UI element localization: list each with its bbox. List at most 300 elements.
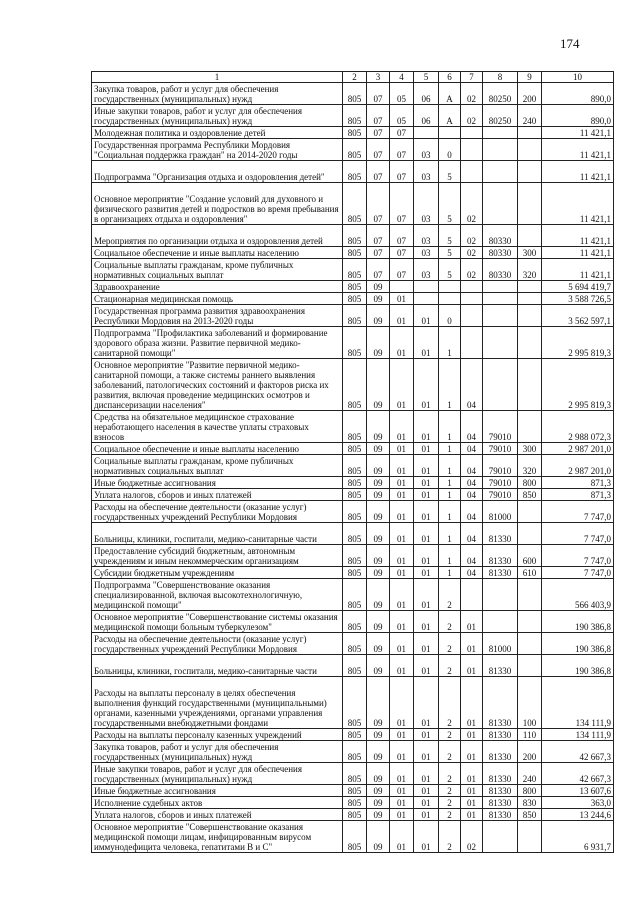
row-code <box>461 327 483 359</box>
row-code: 600 <box>518 545 542 567</box>
row-code: 200 <box>518 83 542 105</box>
row-name: Здравоохранение <box>92 281 343 293</box>
table-row <box>92 477 614 489</box>
row-code: 02 <box>461 225 483 247</box>
table-row <box>92 127 614 139</box>
row-code: 01 <box>461 809 483 821</box>
row-code: 07 <box>390 247 414 259</box>
row-code <box>439 127 461 139</box>
row-code: 805 <box>343 729 367 741</box>
row-code: 805 <box>343 797 367 809</box>
row-code: 09 <box>367 293 390 305</box>
row-code: 1 <box>439 489 461 501</box>
row-code: 01 <box>390 455 414 477</box>
row-name: Государственная программа Республики Мордовия "Социальная поддержка граждан" на 2014-2020 годы <box>92 139 343 161</box>
row-code: 805 <box>343 455 367 477</box>
row-code: 02 <box>461 821 483 853</box>
row-name: Расходы на выплаты персоналу казенных учреждений <box>92 729 343 741</box>
row-code: 01 <box>390 523 414 545</box>
row-code: 01 <box>414 611 439 633</box>
row-code: 01 <box>390 821 414 853</box>
row-code: 07 <box>390 127 414 139</box>
row-code: 79010 <box>483 489 518 501</box>
row-code <box>483 183 518 225</box>
row-code: 07 <box>390 161 414 183</box>
row-code <box>518 611 542 633</box>
row-amount: 190 386,8 <box>542 633 614 655</box>
row-code: 01 <box>414 809 439 821</box>
row-code: 2 <box>439 741 461 763</box>
row-code <box>414 127 439 139</box>
row-code: 2 <box>439 763 461 785</box>
row-code: 04 <box>461 501 483 523</box>
row-code: 805 <box>343 359 367 411</box>
row-code: 81330 <box>483 567 518 579</box>
row-amount: 134 111,9 <box>542 729 614 741</box>
row-code: 01 <box>390 763 414 785</box>
row-code: 805 <box>343 247 367 259</box>
row-code: 805 <box>343 523 367 545</box>
row-code: 01 <box>390 785 414 797</box>
row-code: 07 <box>367 259 390 281</box>
row-code: 04 <box>461 567 483 579</box>
row-code: 01 <box>390 611 414 633</box>
row-name: Больницы, клиники, госпитали, медико-санитарные части <box>92 523 343 545</box>
row-code: 805 <box>343 225 367 247</box>
row-code: 1 <box>439 545 461 567</box>
row-amount: 42 667,3 <box>542 763 614 785</box>
table-row <box>92 821 614 853</box>
row-name: Расходы на обеспечение деятельности (оказание услуг) государственных учреждений Республики Мордовия <box>92 501 343 523</box>
row-code <box>461 305 483 327</box>
row-code: 01 <box>414 523 439 545</box>
column-header: 10 <box>542 72 614 83</box>
row-code: 81330 <box>483 729 518 741</box>
row-code: 79010 <box>483 455 518 477</box>
row-code: 805 <box>343 293 367 305</box>
row-amount: 890,0 <box>542 83 614 105</box>
row-code: 805 <box>343 655 367 677</box>
row-code: 805 <box>343 105 367 127</box>
column-header: 5 <box>414 72 439 83</box>
row-name: Иные закупки товаров, работ и услуг для обеспечения государственных (муниципальных) нужд <box>92 763 343 785</box>
row-code: 01 <box>414 305 439 327</box>
row-code: 5 <box>439 259 461 281</box>
row-code: 01 <box>390 501 414 523</box>
row-amount: 3 588 726,5 <box>542 293 614 305</box>
row-code: 01 <box>461 729 483 741</box>
row-code: 805 <box>343 477 367 489</box>
table-row <box>92 523 614 545</box>
row-code: 805 <box>343 161 367 183</box>
row-code: 01 <box>414 489 439 501</box>
row-amount: 11 421,1 <box>542 247 614 259</box>
row-code: 805 <box>343 411 367 443</box>
row-code: 07 <box>367 105 390 127</box>
row-code: 5 <box>439 183 461 225</box>
row-code: 07 <box>390 183 414 225</box>
row-code: 05 <box>390 105 414 127</box>
row-code: 80330 <box>483 225 518 247</box>
row-code: 200 <box>518 741 542 763</box>
row-code: 03 <box>414 183 439 225</box>
row-code: 02 <box>461 259 483 281</box>
row-code: А <box>439 83 461 105</box>
row-code: 09 <box>367 443 390 455</box>
row-code <box>518 411 542 443</box>
row-name: Мероприятия по организации отдыха и оздоровления детей <box>92 225 343 247</box>
row-code: 09 <box>367 809 390 821</box>
row-code: 81330 <box>483 677 518 729</box>
table-row <box>92 501 614 523</box>
table-row <box>92 633 614 655</box>
table-row <box>92 139 614 161</box>
row-code: 01 <box>461 797 483 809</box>
row-name: Средства на обязательное медицинское страхование неработающего населения в качестве уплаты страховых взносов <box>92 411 343 443</box>
row-code: 01 <box>390 729 414 741</box>
row-name: Субсидии бюджетным учреждениям <box>92 567 343 579</box>
row-amount: 11 421,1 <box>542 139 614 161</box>
row-code: 01 <box>461 633 483 655</box>
row-code: 100 <box>518 677 542 729</box>
table-row <box>92 729 614 741</box>
row-amount: 13 607,6 <box>542 785 614 797</box>
row-code: 04 <box>461 443 483 455</box>
row-code: 03 <box>414 247 439 259</box>
row-code: 2 <box>439 611 461 633</box>
row-code: 2 <box>439 729 461 741</box>
row-code <box>461 293 483 305</box>
row-code: 09 <box>367 729 390 741</box>
row-code: 02 <box>461 183 483 225</box>
row-code: 01 <box>390 655 414 677</box>
row-code <box>483 139 518 161</box>
row-code: 09 <box>367 677 390 729</box>
row-code: 805 <box>343 785 367 797</box>
row-code <box>461 281 483 293</box>
row-name: Расходы на обеспечение деятельности (оказание услуг) государственных учреждений Республики Мордовия <box>92 633 343 655</box>
row-amount: 871,3 <box>542 489 614 501</box>
row-code: 805 <box>343 611 367 633</box>
row-code: 04 <box>461 359 483 411</box>
row-amount: 2 987 201,0 <box>542 443 614 455</box>
row-amount: 190 386,8 <box>542 611 614 633</box>
row-code: 09 <box>367 359 390 411</box>
row-name: Уплата налогов, сборов и иных платежей <box>92 489 343 501</box>
row-code: 300 <box>518 247 542 259</box>
row-code: 01 <box>414 785 439 797</box>
row-code: 09 <box>367 579 390 611</box>
row-code: 81000 <box>483 633 518 655</box>
column-header: 1 <box>92 72 343 83</box>
column-header: 9 <box>518 72 542 83</box>
row-name: Подпрограмма "Организация отдыха и оздоровления детей" <box>92 161 343 183</box>
row-code: 805 <box>343 821 367 853</box>
row-code: А <box>439 105 461 127</box>
row-code: 01 <box>461 741 483 763</box>
row-code: 09 <box>367 523 390 545</box>
row-code: 2 <box>439 785 461 797</box>
row-code: 02 <box>461 247 483 259</box>
row-code: 805 <box>343 579 367 611</box>
row-code: 01 <box>390 567 414 579</box>
row-code: 240 <box>518 105 542 127</box>
row-code: 03 <box>414 161 439 183</box>
row-code: 07 <box>367 183 390 225</box>
row-code: 110 <box>518 729 542 741</box>
table-row <box>92 305 614 327</box>
row-code: 09 <box>367 477 390 489</box>
row-code: 07 <box>367 161 390 183</box>
row-code: 2 <box>439 579 461 611</box>
row-code: 2 <box>439 797 461 809</box>
row-name: Основное мероприятие "Совершенствование системы оказания медицинской помощи больным туберкулезом" <box>92 611 343 633</box>
row-code: 09 <box>367 567 390 579</box>
row-code <box>390 281 414 293</box>
row-code: 09 <box>367 763 390 785</box>
row-code: 81330 <box>483 763 518 785</box>
column-header: 6 <box>439 72 461 83</box>
row-code: 09 <box>367 633 390 655</box>
row-name: Подпрограмма "Совершенствование оказания специализированной, включая высокотехнологичную, медицинской помощи" <box>92 579 343 611</box>
row-code: 320 <box>518 259 542 281</box>
row-code: 03 <box>414 225 439 247</box>
row-code: 01 <box>390 797 414 809</box>
row-code: 830 <box>518 797 542 809</box>
row-code: 01 <box>390 741 414 763</box>
row-code: 06 <box>414 105 439 127</box>
row-code: 01 <box>390 443 414 455</box>
row-amount: 566 403,9 <box>542 579 614 611</box>
row-code: 01 <box>390 489 414 501</box>
row-amount: 11 421,1 <box>542 259 614 281</box>
row-amount: 2 988 072,3 <box>542 411 614 443</box>
row-code: 81330 <box>483 797 518 809</box>
row-code: 0 <box>439 139 461 161</box>
table-row <box>92 293 614 305</box>
row-name: Иные бюджетные ассигнования <box>92 477 343 489</box>
row-code <box>518 359 542 411</box>
row-code: 805 <box>343 305 367 327</box>
row-code: 805 <box>343 763 367 785</box>
row-amount: 2 987 201,0 <box>542 455 614 477</box>
row-code: 05 <box>390 83 414 105</box>
row-code: 81330 <box>483 523 518 545</box>
row-code: 09 <box>367 411 390 443</box>
row-code <box>483 821 518 853</box>
row-code <box>518 501 542 523</box>
table-row <box>92 785 614 797</box>
row-code: 09 <box>367 545 390 567</box>
row-name: Расходы на выплаты персоналу в целях обеспечения выполнения функций государственными (муниципальными) органами, казенными учреждениями, органами управления государственными внебюджетными фондами <box>92 677 343 729</box>
row-code <box>483 281 518 293</box>
table-row <box>92 489 614 501</box>
row-code: 805 <box>343 327 367 359</box>
row-name: Молодежная политика и оздоровление детей <box>92 127 343 139</box>
column-header: 2 <box>343 72 367 83</box>
row-name: Подпрограмма "Профилактика заболеваний и формирование здорового образа жизни. Развитие первичной медико-санитарной помощи" <box>92 327 343 359</box>
row-code: 1 <box>439 327 461 359</box>
row-name: Закупка товаров, работ и услуг для обеспечения государственных (муниципальных) нужд <box>92 741 343 763</box>
row-amount: 11 421,1 <box>542 161 614 183</box>
row-code <box>518 161 542 183</box>
row-code: 01 <box>390 359 414 411</box>
row-code: 09 <box>367 797 390 809</box>
row-code: 5 <box>439 161 461 183</box>
row-code: 80330 <box>483 259 518 281</box>
row-code: 01 <box>414 567 439 579</box>
row-code <box>483 161 518 183</box>
row-code: 01 <box>461 785 483 797</box>
row-amount: 363,0 <box>542 797 614 809</box>
row-code <box>518 327 542 359</box>
row-code: 01 <box>414 763 439 785</box>
row-code <box>518 127 542 139</box>
row-code: 04 <box>461 411 483 443</box>
row-code: 805 <box>343 139 367 161</box>
row-code <box>483 293 518 305</box>
row-amount: 2 995 819,3 <box>542 359 614 411</box>
row-code: 01 <box>414 633 439 655</box>
row-code <box>518 305 542 327</box>
row-code: 09 <box>367 611 390 633</box>
row-amount: 7 747,0 <box>542 567 614 579</box>
row-name: Уплата налогов, сборов и иных платежей <box>92 809 343 821</box>
row-code: 01 <box>414 411 439 443</box>
row-amount: 190 386,8 <box>542 655 614 677</box>
row-code: 07 <box>390 259 414 281</box>
table-row <box>92 411 614 443</box>
row-amount: 11 421,1 <box>542 225 614 247</box>
row-code: 805 <box>343 567 367 579</box>
row-code: 09 <box>367 501 390 523</box>
row-code: 01 <box>390 305 414 327</box>
row-name: Государственная программа развития здравоохранения Республики Мордовия на 2013-2020 годы <box>92 305 343 327</box>
row-amount: 5 694 419,7 <box>542 281 614 293</box>
row-code: 01 <box>461 763 483 785</box>
table-row <box>92 327 614 359</box>
row-name: Иные бюджетные ассигнования <box>92 785 343 797</box>
row-code <box>518 225 542 247</box>
row-code <box>483 611 518 633</box>
table-body <box>92 83 614 853</box>
table-row <box>92 247 614 259</box>
row-code: 805 <box>343 809 367 821</box>
row-code: 5 <box>439 225 461 247</box>
row-code <box>461 139 483 161</box>
row-code: 5 <box>439 247 461 259</box>
row-name: Стационарная медицинская помощь <box>92 293 343 305</box>
row-code: 1 <box>439 477 461 489</box>
row-code <box>518 655 542 677</box>
row-code: 01 <box>390 477 414 489</box>
row-code: 805 <box>343 127 367 139</box>
row-code: 01 <box>414 655 439 677</box>
row-code: 800 <box>518 477 542 489</box>
row-code: 01 <box>414 443 439 455</box>
table-row <box>92 797 614 809</box>
row-code: 1 <box>439 443 461 455</box>
row-code: 81330 <box>483 785 518 797</box>
row-code: 09 <box>367 821 390 853</box>
row-code: 04 <box>461 477 483 489</box>
row-code: 02 <box>461 83 483 105</box>
row-code: 09 <box>367 281 390 293</box>
row-name: Иные закупки товаров, работ и услуг для обеспечения государственных (муниципальных) нужд <box>92 105 343 127</box>
row-code: 07 <box>367 139 390 161</box>
row-code: 805 <box>343 443 367 455</box>
row-amount: 7 747,0 <box>542 545 614 567</box>
row-code: 01 <box>390 677 414 729</box>
row-code: 850 <box>518 489 542 501</box>
row-amount: 7 747,0 <box>542 523 614 545</box>
row-code: 09 <box>367 785 390 797</box>
row-code <box>461 161 483 183</box>
row-code <box>483 127 518 139</box>
column-header: 8 <box>483 72 518 83</box>
row-code <box>518 633 542 655</box>
table-row <box>92 655 614 677</box>
table-row <box>92 359 614 411</box>
row-code <box>518 579 542 611</box>
row-code: 01 <box>414 545 439 567</box>
table-row <box>92 763 614 785</box>
row-code <box>518 293 542 305</box>
row-code: 06 <box>414 83 439 105</box>
row-code: 07 <box>367 225 390 247</box>
row-code: 1 <box>439 359 461 411</box>
column-header: 4 <box>390 72 414 83</box>
row-code: 01 <box>414 741 439 763</box>
row-name: Основное мероприятие "Развитие первичной медико-санитарной помощи, а также системы раннего выявления заболеваний, патологических состояний и факторов риска их развития, включая проведение медицинских осмотров и диспансеризации населения" <box>92 359 343 411</box>
row-code: 09 <box>367 741 390 763</box>
row-code: 09 <box>367 655 390 677</box>
row-code: 01 <box>390 293 414 305</box>
page-number: 174 <box>560 36 580 51</box>
row-code: 2 <box>439 677 461 729</box>
row-code <box>518 139 542 161</box>
row-code <box>483 305 518 327</box>
row-code: 805 <box>343 281 367 293</box>
row-code: 610 <box>518 567 542 579</box>
row-amount: 7 747,0 <box>542 501 614 523</box>
row-code: 80330 <box>483 247 518 259</box>
row-code: 09 <box>367 327 390 359</box>
row-code <box>483 327 518 359</box>
table-row <box>92 677 614 729</box>
row-code: 805 <box>343 633 367 655</box>
row-name: Социальные выплаты гражданам, кроме публичных нормативных социальных выплат <box>92 259 343 281</box>
row-code: 01 <box>414 327 439 359</box>
table-row <box>92 83 614 105</box>
budget-table <box>91 71 614 853</box>
table-row <box>92 443 614 455</box>
row-code: 81330 <box>483 809 518 821</box>
row-name: Основное мероприятие "Совершенствование оказания медицинской помощи лицам, инфицированным вирусом иммунодефицита человека, гепатитами В и С" <box>92 821 343 853</box>
row-code: 04 <box>461 455 483 477</box>
row-name: Больницы, клиники, госпитали, медико-санитарные части <box>92 655 343 677</box>
table-row <box>92 545 614 567</box>
row-code: 2 <box>439 809 461 821</box>
row-code: 81000 <box>483 501 518 523</box>
row-code: 81330 <box>483 741 518 763</box>
row-code: 07 <box>367 127 390 139</box>
row-code: 80250 <box>483 83 518 105</box>
row-code: 07 <box>390 139 414 161</box>
row-name: Социальные выплаты гражданам, кроме публичных нормативных социальных выплат <box>92 455 343 477</box>
row-amount: 134 111,9 <box>542 677 614 729</box>
row-code: 01 <box>414 359 439 411</box>
